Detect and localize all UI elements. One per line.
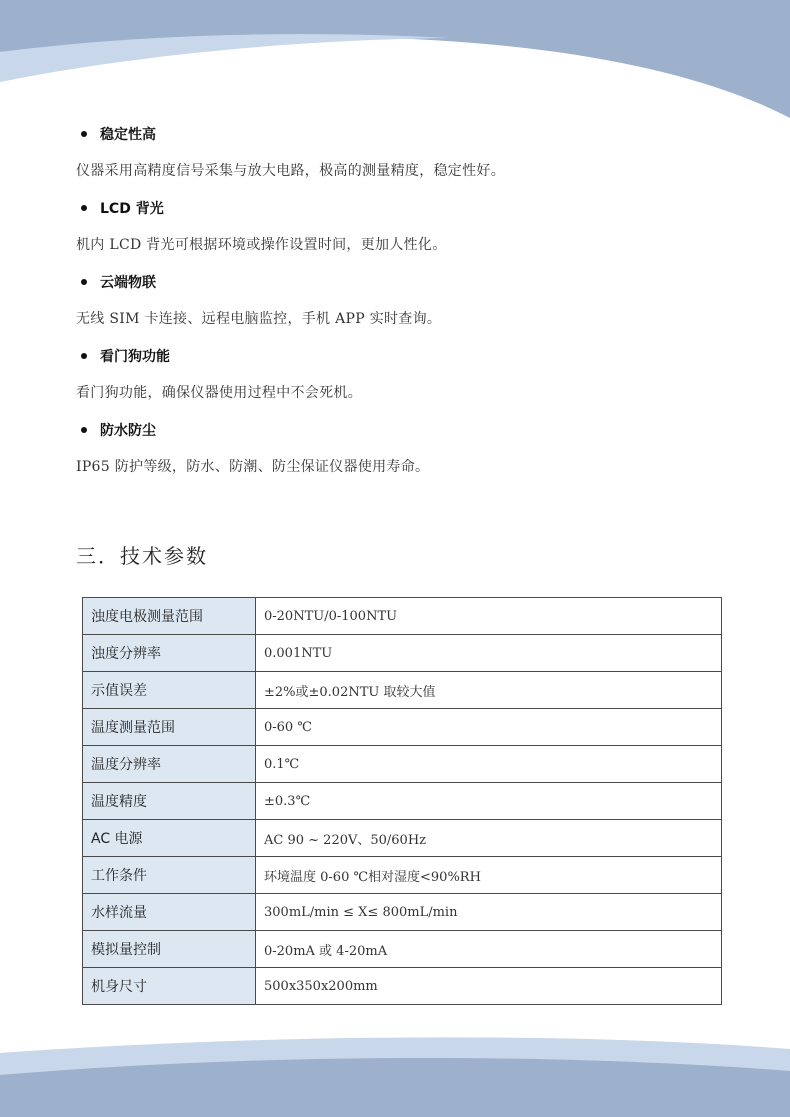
- feature-description: 无线 SIM 卡连接、远程电脑监控，手机 APP 实时查询。: [76, 311, 442, 327]
- feature-description: IP65 防护等级，防水、防潮、防尘保证仪器使用寿命。: [76, 459, 430, 475]
- value-cell: 300mL/min ≤ X≤ 800mL/min: [256, 894, 722, 931]
- feature-list: [76, 118, 736, 488]
- top-wave-decoration: [0, 0, 790, 130]
- bullet-icon: [81, 279, 87, 285]
- bullet-icon: [81, 205, 87, 211]
- table-row: [83, 931, 722, 968]
- feature-title: 看门狗功能: [100, 349, 170, 365]
- feature-item: [76, 118, 736, 192]
- value-cell: ±0.3℃: [256, 783, 722, 820]
- value-cell: 500x350x200mm: [256, 968, 722, 1005]
- table-row: [83, 709, 722, 746]
- param-cell: 水样流量: [83, 894, 256, 931]
- param-cell: 模拟量控制: [83, 931, 256, 968]
- value-cell: 0.001NTU: [256, 635, 722, 672]
- table-row: [83, 672, 722, 709]
- feature-description: 机内 LCD 背光可根据环境或操作设置时间，更加人性化。: [76, 237, 447, 253]
- table-row: [83, 635, 722, 672]
- table-row: [83, 820, 722, 857]
- feature-item: [76, 192, 736, 266]
- table-row: [83, 968, 722, 1005]
- table-row: [83, 894, 722, 931]
- spec-table: [82, 597, 722, 1005]
- value-cell: 0-20mA 或 4-20mA: [256, 931, 722, 968]
- feature-title: 云端物联: [100, 275, 156, 291]
- feature-title: 稳定性高: [100, 127, 156, 143]
- bullet-icon: [81, 131, 87, 137]
- table-row: [83, 598, 722, 635]
- table-row: [83, 746, 722, 783]
- param-cell: 浊度电极测量范围: [83, 598, 256, 635]
- feature-description: 仪器采用高精度信号采集与放大电路，极高的测量精度，稳定性好。: [76, 163, 505, 179]
- feature-item: [76, 340, 736, 414]
- value-cell: AC 90 ~ 220V、50/60Hz: [256, 820, 722, 857]
- param-cell: 温度测量范围: [83, 709, 256, 746]
- feature-title: LCD 背光: [100, 201, 164, 217]
- table-row: [83, 857, 722, 894]
- feature-item: [76, 266, 736, 340]
- feature-description: 看门狗功能，确保仪器使用过程中不会死机。: [76, 385, 362, 401]
- param-cell: AC 电源: [83, 820, 256, 857]
- param-cell: 机身尺寸: [83, 968, 256, 1005]
- param-cell: 温度分辨率: [83, 746, 256, 783]
- param-cell: 示值误差: [83, 672, 256, 709]
- section-title: 三．技术参数: [76, 544, 208, 568]
- value-cell: 0-60 ℃: [256, 709, 722, 746]
- value-cell: 0.1℃: [256, 746, 722, 783]
- feature-title: 防水防尘: [100, 423, 156, 439]
- bottom-wave-decoration: [0, 1027, 790, 1117]
- value-cell: ±2%或±0.02NTU 取较大值: [256, 672, 722, 709]
- param-cell: 浊度分辨率: [83, 635, 256, 672]
- bullet-icon: [81, 353, 87, 359]
- param-cell: 工作条件: [83, 857, 256, 894]
- value-cell: 环境温度 0-60 ℃相对湿度<90%RH: [256, 857, 722, 894]
- param-cell: 温度精度: [83, 783, 256, 820]
- feature-item: [76, 414, 736, 488]
- table-row: [83, 783, 722, 820]
- value-cell: 0-20NTU/0-100NTU: [256, 598, 722, 635]
- bullet-icon: [81, 427, 87, 433]
